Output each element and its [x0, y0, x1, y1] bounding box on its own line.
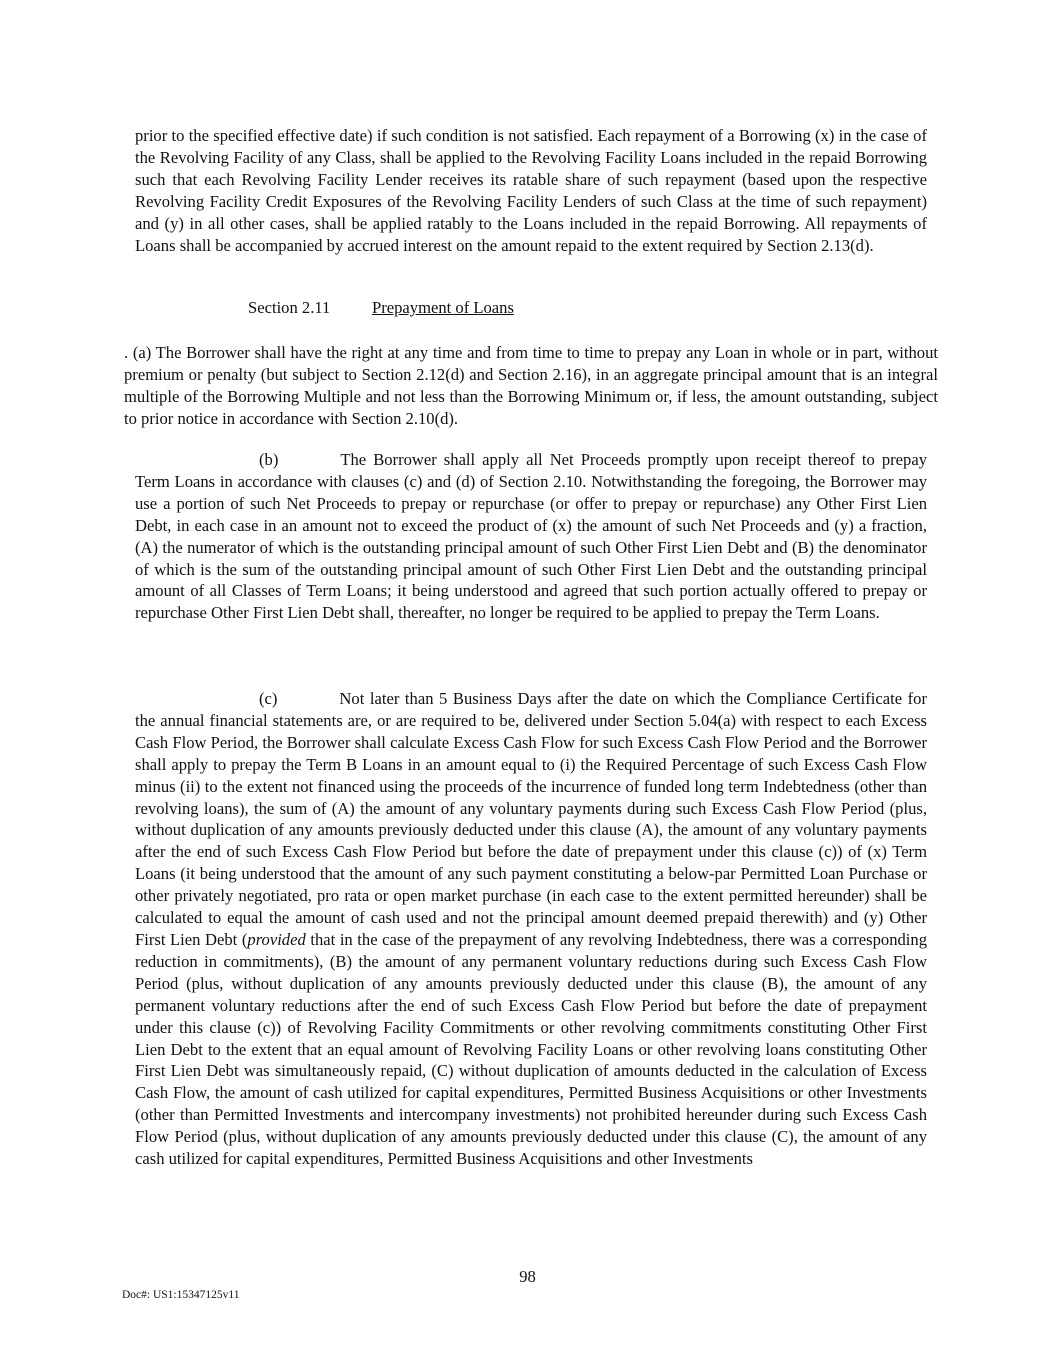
section-title: Prepayment of Loans [372, 298, 514, 317]
clause-c-text-start: Not later than 5 Business Days after the date on which the Compliance Certificate for the annual financial statements are, or are required to be, delivered under Section 5.04(a) with respect to each Excess Cash Flow Period, the Borrower shall calculate Excess Cash Flow for such Excess Cash Flow Period and the Borrower shall apply to prepay the Term B Loans in an amount equal to (i) the Required Percentage of such Excess Cash Flow minus (ii) to the extent not financed using the proceeds of the incurrence of funded long term Indebtedness (other than revolving loans), the sum of (A) the amount of any voluntary payments during such Excess Cash Flow Period (plus, without duplication of any amounts previously deducted under this clause (A), the amount of any voluntary payments after the end of such Excess Cash Flow Period but before the date of prepayment under this clause (c)) of (x) Term Loans (it being understood that the amount of any such payment constituting a below-par Permitted Loan Purchase or other privately negotiated, pro rata or open market purchase (in each case to the extent permitted hereunder) shall be calculated to equal the amount of cash used and not the principal amount deemed prepaid therewith) and (y) Other First Lien Debt ( [135, 689, 927, 949]
clause-a: . (a) The Borrower shall have the right at any time and from time to time to prepay any Loan in whole or in part, without premium or penalty (but subject to Section 2.12(d) and Section 2.16), in an aggregate principal amount that is an integral multiple of the Borrowing Multiple and not less than the Borrowing Minimum or, if less, the amount outstanding, subject to prior notice in accordance with Section 2.10(d). [124, 343, 938, 428]
clause-c-text-end: that in the case of the prepayment of any revolving Indebtedness, there was a corresponding reduction in commitments), (B) the amount of any permanent voluntary reductions during such Excess Cash Flow Period (plus, without duplication of any amounts previously deducted under this clause (B), the amount of any permanent voluntary reductions after the end of such Excess Cash Flow Period but before the date of prepayment under this clause (c)) of Revolving Facility Commitments or other revolving commitments constituting Other First Lien Debt to the extent that an equal amount of Revolving Facility Loans or other revolving loans constituting Other First Lien Debt was simultaneously repaid, (C) without duplication of amounts deducted in the calculation of Excess Cash Flow, the amount of cash utilized for capital expenditures, Permitted Business Acquisitions or other Investments (other than Permitted Investments and intercompany investments) not prohibited hereunder during such Excess Cash Flow Period (plus, without duplication of any amounts previously deducted under this clause (C), the amount of any cash utilized for capital expenditures, Permitted Business Acquisitions and other Investments [135, 929, 927, 1169]
clause-c-italic-term: provided [247, 929, 306, 949]
clause-c-label: (c) [259, 689, 278, 708]
paragraph-continuation: prior to the specified effective date) if such condition is not satisfied. Each repayment of a Borrowing (x) in the case of the Revolving Facility of any Class, shall be applied to the Revolving Facility Loans included in the repaid Borrowing such that each Revolving Facility Lender receives its ratable share of such repayment (based upon the respective Revolving Facility Credit Exposures of the Revolving Facility Lenders of such Class at the time of such repayment) and (y) in all other cases, shall be applied ratably to the Loans included in the repaid Borrowing. All repayments of Loans shall be accompanied by accrued interest on the amount repaid to the extent required by Section 2.13(d). [135, 126, 927, 255]
clause-b-text: The Borrower shall apply all Net Proceeds promptly upon receipt thereof to prepay Term Loans in accordance with clauses (c) and (d) of Section 2.10. Notwithstanding the foregoing, the Borrower may use a portion of such Net Proceeds to prepay or repurchase (or offer to prepay or repurchase) any Other First Lien Debt, in each case in an amount not to exceed the product of (x) the amount of such Net Proceeds and (y) a fraction, (A) the numerator of which is the outstanding principal amount of such Other First Lien Debt and (B) the denominator of which is the sum of the outstanding principal amount of such Other First Lien Debt and the outstanding principal amount of all Classes of Term Loans; it being understood and agreed that such portion actually offered to prepay or repurchase Other First Lien Debt shall, thereafter, no longer be required to be applied to prepay the Term Loans. [135, 450, 927, 623]
document-id: Doc#: US1:15347125v11 [122, 1289, 240, 1301]
page-number: 98 [519, 1267, 536, 1286]
clause-b-label: (b) [259, 450, 279, 469]
clause-c [135, 688, 927, 1170]
section-number: Section 2.11 [248, 298, 331, 317]
clause-b [135, 449, 927, 624]
section-heading [248, 297, 514, 319]
